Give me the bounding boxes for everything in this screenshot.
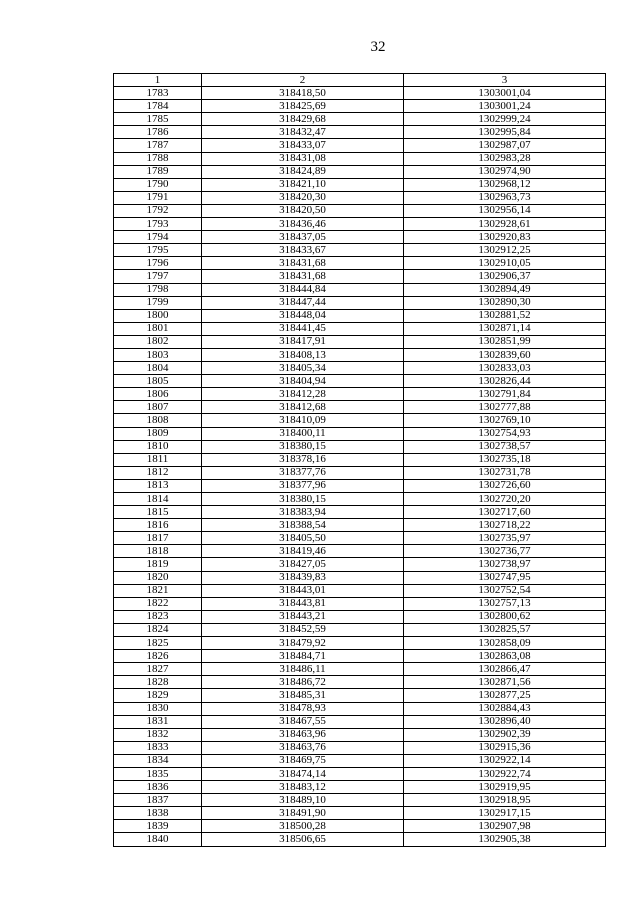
y-coordinate-cell: 1302896,40: [404, 715, 606, 728]
point-number-cell: 1832: [114, 728, 202, 741]
table-row: [114, 676, 606, 689]
y-coordinate-cell: 1302735,97: [404, 532, 606, 545]
x-coordinate-cell: 318441,45: [202, 322, 404, 335]
x-coordinate-cell: 318463,96: [202, 728, 404, 741]
x-coordinate-cell: 318378,16: [202, 453, 404, 466]
point-number-cell: 1840: [114, 833, 202, 846]
point-number-cell: 1806: [114, 388, 202, 401]
table-row: [114, 375, 606, 388]
y-coordinate-cell: 1302968,12: [404, 178, 606, 191]
point-number-cell: 1792: [114, 204, 202, 217]
x-coordinate-cell: 318474,14: [202, 767, 404, 780]
y-coordinate-cell: 1302718,22: [404, 519, 606, 532]
x-coordinate-cell: 318420,50: [202, 204, 404, 217]
x-coordinate-cell: 318431,68: [202, 270, 404, 283]
point-number-cell: 1831: [114, 715, 202, 728]
y-coordinate-cell: 1302963,73: [404, 191, 606, 204]
table-row: [114, 257, 606, 270]
y-coordinate-cell: 1302851,99: [404, 335, 606, 348]
y-coordinate-cell: 1302754,93: [404, 427, 606, 440]
y-coordinate-cell: 1302752,54: [404, 584, 606, 597]
x-coordinate-cell: 318479,92: [202, 637, 404, 650]
x-coordinate-cell: 318500,28: [202, 820, 404, 833]
point-number-cell: 1790: [114, 178, 202, 191]
point-number-cell: 1814: [114, 493, 202, 506]
table-row: [114, 623, 606, 636]
y-coordinate-cell: 1303001,04: [404, 87, 606, 100]
x-coordinate-cell: 318429,68: [202, 113, 404, 126]
point-number-cell: 1800: [114, 309, 202, 322]
page-number: 32: [370, 39, 386, 55]
table-row: [114, 218, 606, 231]
point-number-cell: 1791: [114, 191, 202, 204]
table-row: [114, 362, 606, 375]
table-row: [114, 466, 606, 479]
point-number-cell: 1829: [114, 689, 202, 702]
x-coordinate-cell: 318425,69: [202, 100, 404, 113]
x-coordinate-cell: 318486,11: [202, 663, 404, 676]
x-coordinate-cell: 318463,76: [202, 741, 404, 754]
table-row: [114, 126, 606, 139]
table-row: [114, 781, 606, 794]
y-coordinate-cell: 1302890,30: [404, 296, 606, 309]
y-coordinate-cell: 1302757,13: [404, 597, 606, 610]
x-coordinate-cell: 318431,68: [202, 257, 404, 270]
y-coordinate-cell: 1302983,28: [404, 152, 606, 165]
x-coordinate-cell: 318410,09: [202, 414, 404, 427]
y-coordinate-cell: 1302871,56: [404, 676, 606, 689]
table-row: [114, 532, 606, 545]
point-number-cell: 1785: [114, 113, 202, 126]
point-number-cell: 1796: [114, 257, 202, 270]
point-number-cell: 1837: [114, 794, 202, 807]
point-number-cell: 1835: [114, 767, 202, 780]
point-number-cell: 1798: [114, 283, 202, 296]
y-coordinate-cell: 1302726,60: [404, 479, 606, 492]
table-row: [114, 663, 606, 676]
x-coordinate-cell: 318433,67: [202, 244, 404, 257]
y-coordinate-cell: 1302920,83: [404, 231, 606, 244]
y-coordinate-cell: 1302956,14: [404, 204, 606, 217]
y-coordinate-cell: 1302738,97: [404, 558, 606, 571]
table-row: [114, 427, 606, 440]
point-number-cell: 1804: [114, 362, 202, 375]
table-row: [114, 571, 606, 584]
y-coordinate-cell: 1302825,57: [404, 623, 606, 636]
table-row: [114, 191, 606, 204]
point-number-cell: 1808: [114, 414, 202, 427]
table-row: [114, 165, 606, 178]
table-row: [114, 204, 606, 217]
table-row: [114, 87, 606, 100]
x-coordinate-cell: 318420,30: [202, 191, 404, 204]
table-row: [114, 152, 606, 165]
y-coordinate-cell: 1302912,25: [404, 244, 606, 257]
y-coordinate-cell: 1302858,09: [404, 637, 606, 650]
point-number-cell: 1807: [114, 401, 202, 414]
x-coordinate-cell: 318439,83: [202, 571, 404, 584]
x-coordinate-cell: 318404,94: [202, 375, 404, 388]
table-row: [114, 584, 606, 597]
coordinates-table: [113, 73, 606, 847]
point-number-cell: 1834: [114, 754, 202, 767]
point-number-cell: 1812: [114, 466, 202, 479]
table-row: [114, 322, 606, 335]
point-number-cell: 1838: [114, 807, 202, 820]
x-coordinate-cell: 318483,12: [202, 781, 404, 794]
y-coordinate-cell: 1302999,24: [404, 113, 606, 126]
y-coordinate-cell: 1302769,10: [404, 414, 606, 427]
point-number-cell: 1823: [114, 610, 202, 623]
table-body: [114, 87, 606, 846]
y-coordinate-cell: 1302877,25: [404, 689, 606, 702]
x-coordinate-cell: 318486,72: [202, 676, 404, 689]
point-number-cell: 1819: [114, 558, 202, 571]
y-coordinate-cell: 1302717,60: [404, 506, 606, 519]
point-number-cell: 1795: [114, 244, 202, 257]
x-coordinate-cell: 318432,47: [202, 126, 404, 139]
x-coordinate-cell: 318418,50: [202, 87, 404, 100]
point-number-cell: 1816: [114, 519, 202, 532]
x-coordinate-cell: 318388,54: [202, 519, 404, 532]
x-coordinate-cell: 318383,94: [202, 506, 404, 519]
x-coordinate-cell: 318431,08: [202, 152, 404, 165]
table-row: [114, 479, 606, 492]
y-coordinate-cell: 1302905,38: [404, 833, 606, 846]
y-coordinate-cell: 1302974,90: [404, 165, 606, 178]
point-number-cell: 1784: [114, 100, 202, 113]
table-row: [114, 270, 606, 283]
x-coordinate-cell: 318506,65: [202, 833, 404, 846]
point-number-cell: 1815: [114, 506, 202, 519]
table-row: [114, 506, 606, 519]
x-coordinate-cell: 318433,07: [202, 139, 404, 152]
column-header: 3: [404, 74, 606, 87]
table-row: [114, 715, 606, 728]
table-row: [114, 820, 606, 833]
point-number-cell: 1826: [114, 650, 202, 663]
y-coordinate-cell: 1303001,24: [404, 100, 606, 113]
table-row: [114, 545, 606, 558]
x-coordinate-cell: 318405,34: [202, 362, 404, 375]
point-number-cell: 1799: [114, 296, 202, 309]
x-coordinate-cell: 318443,01: [202, 584, 404, 597]
table-header-row: [114, 74, 606, 87]
y-coordinate-cell: 1302839,60: [404, 348, 606, 361]
y-coordinate-cell: 1302995,84: [404, 126, 606, 139]
point-number-cell: 1828: [114, 676, 202, 689]
table-row: [114, 414, 606, 427]
table-row: [114, 833, 606, 846]
table-row: [114, 401, 606, 414]
y-coordinate-cell: 1302915,36: [404, 741, 606, 754]
table-row: [114, 283, 606, 296]
x-coordinate-cell: 318478,93: [202, 702, 404, 715]
x-coordinate-cell: 318405,50: [202, 532, 404, 545]
table-row: [114, 335, 606, 348]
x-coordinate-cell: 318424,89: [202, 165, 404, 178]
point-number-cell: 1789: [114, 165, 202, 178]
point-number-cell: 1830: [114, 702, 202, 715]
table-row: [114, 388, 606, 401]
x-coordinate-cell: 318448,04: [202, 309, 404, 322]
y-coordinate-cell: 1302928,61: [404, 218, 606, 231]
table-row: [114, 309, 606, 322]
y-coordinate-cell: 1302902,39: [404, 728, 606, 741]
point-number-cell: 1809: [114, 427, 202, 440]
point-number-cell: 1821: [114, 584, 202, 597]
x-coordinate-cell: 318400,11: [202, 427, 404, 440]
point-number-cell: 1794: [114, 231, 202, 244]
y-coordinate-cell: 1302922,74: [404, 767, 606, 780]
table-row: [114, 493, 606, 506]
column-header: 2: [202, 74, 404, 87]
point-number-cell: 1818: [114, 545, 202, 558]
x-coordinate-cell: 318380,15: [202, 493, 404, 506]
y-coordinate-cell: 1302826,44: [404, 375, 606, 388]
point-number-cell: 1788: [114, 152, 202, 165]
table-row: [114, 558, 606, 571]
x-coordinate-cell: 318489,10: [202, 794, 404, 807]
table-row: [114, 807, 606, 820]
x-coordinate-cell: 318417,91: [202, 335, 404, 348]
table-row: [114, 113, 606, 126]
table-row: [114, 296, 606, 309]
table-row: [114, 440, 606, 453]
y-coordinate-cell: 1302747,95: [404, 571, 606, 584]
x-coordinate-cell: 318484,71: [202, 650, 404, 663]
table-row: [114, 741, 606, 754]
y-coordinate-cell: 1302777,88: [404, 401, 606, 414]
x-coordinate-cell: 318467,55: [202, 715, 404, 728]
x-coordinate-cell: 318437,05: [202, 231, 404, 244]
y-coordinate-cell: 1302894,49: [404, 283, 606, 296]
table-row: [114, 728, 606, 741]
x-coordinate-cell: 318444,84: [202, 283, 404, 296]
x-coordinate-cell: 318427,05: [202, 558, 404, 571]
y-coordinate-cell: 1302922,14: [404, 754, 606, 767]
y-coordinate-cell: 1302736,77: [404, 545, 606, 558]
table-row: [114, 754, 606, 767]
point-number-cell: 1786: [114, 126, 202, 139]
point-number-cell: 1839: [114, 820, 202, 833]
point-number-cell: 1824: [114, 623, 202, 636]
x-coordinate-cell: 318436,46: [202, 218, 404, 231]
y-coordinate-cell: 1302863,08: [404, 650, 606, 663]
point-number-cell: 1825: [114, 637, 202, 650]
table-row: [114, 231, 606, 244]
x-coordinate-cell: 318443,21: [202, 610, 404, 623]
point-number-cell: 1787: [114, 139, 202, 152]
x-coordinate-cell: 318469,75: [202, 754, 404, 767]
table-row: [114, 519, 606, 532]
y-coordinate-cell: 1302871,14: [404, 322, 606, 335]
table-row: [114, 794, 606, 807]
point-number-cell: 1801: [114, 322, 202, 335]
x-coordinate-cell: 318452,59: [202, 623, 404, 636]
point-number-cell: 1822: [114, 597, 202, 610]
x-coordinate-cell: 318408,13: [202, 348, 404, 361]
column-header: 1: [114, 74, 202, 87]
point-number-cell: 1805: [114, 375, 202, 388]
point-number-cell: 1802: [114, 335, 202, 348]
y-coordinate-cell: 1302917,15: [404, 807, 606, 820]
y-coordinate-cell: 1302833,03: [404, 362, 606, 375]
y-coordinate-cell: 1302906,37: [404, 270, 606, 283]
y-coordinate-cell: 1302735,18: [404, 453, 606, 466]
x-coordinate-cell: 318377,76: [202, 466, 404, 479]
table-row: [114, 597, 606, 610]
table-row: [114, 348, 606, 361]
y-coordinate-cell: 1302881,52: [404, 309, 606, 322]
x-coordinate-cell: 318443,81: [202, 597, 404, 610]
x-coordinate-cell: 318491,90: [202, 807, 404, 820]
table-row: [114, 244, 606, 257]
point-number-cell: 1803: [114, 348, 202, 361]
y-coordinate-cell: 1302919,95: [404, 781, 606, 794]
y-coordinate-cell: 1302918,95: [404, 794, 606, 807]
point-number-cell: 1836: [114, 781, 202, 794]
x-coordinate-cell: 318412,28: [202, 388, 404, 401]
y-coordinate-cell: 1302884,43: [404, 702, 606, 715]
point-number-cell: 1797: [114, 270, 202, 283]
y-coordinate-cell: 1302910,05: [404, 257, 606, 270]
x-coordinate-cell: 318485,31: [202, 689, 404, 702]
point-number-cell: 1820: [114, 571, 202, 584]
x-coordinate-cell: 318380,15: [202, 440, 404, 453]
table-row: [114, 610, 606, 623]
x-coordinate-cell: 318447,44: [202, 296, 404, 309]
point-number-cell: 1783: [114, 87, 202, 100]
x-coordinate-cell: 318412,68: [202, 401, 404, 414]
point-number-cell: 1811: [114, 453, 202, 466]
table-row: [114, 139, 606, 152]
table-row: [114, 650, 606, 663]
x-coordinate-cell: 318421,10: [202, 178, 404, 191]
point-number-cell: 1813: [114, 479, 202, 492]
table-row: [114, 689, 606, 702]
y-coordinate-cell: 1302791,84: [404, 388, 606, 401]
table-row: [114, 453, 606, 466]
table-row: [114, 637, 606, 650]
point-number-cell: 1817: [114, 532, 202, 545]
table-row: [114, 767, 606, 780]
y-coordinate-cell: 1302907,98: [404, 820, 606, 833]
y-coordinate-cell: 1302987,07: [404, 139, 606, 152]
y-coordinate-cell: 1302866,47: [404, 663, 606, 676]
point-number-cell: 1833: [114, 741, 202, 754]
point-number-cell: 1793: [114, 218, 202, 231]
point-number-cell: 1827: [114, 663, 202, 676]
x-coordinate-cell: 318419,46: [202, 545, 404, 558]
x-coordinate-cell: 318377,96: [202, 479, 404, 492]
y-coordinate-cell: 1302731,78: [404, 466, 606, 479]
point-number-cell: 1810: [114, 440, 202, 453]
table-row: [114, 100, 606, 113]
y-coordinate-cell: 1302800,62: [404, 610, 606, 623]
y-coordinate-cell: 1302738,57: [404, 440, 606, 453]
y-coordinate-cell: 1302720,20: [404, 493, 606, 506]
table-row: [114, 702, 606, 715]
table-row: [114, 178, 606, 191]
